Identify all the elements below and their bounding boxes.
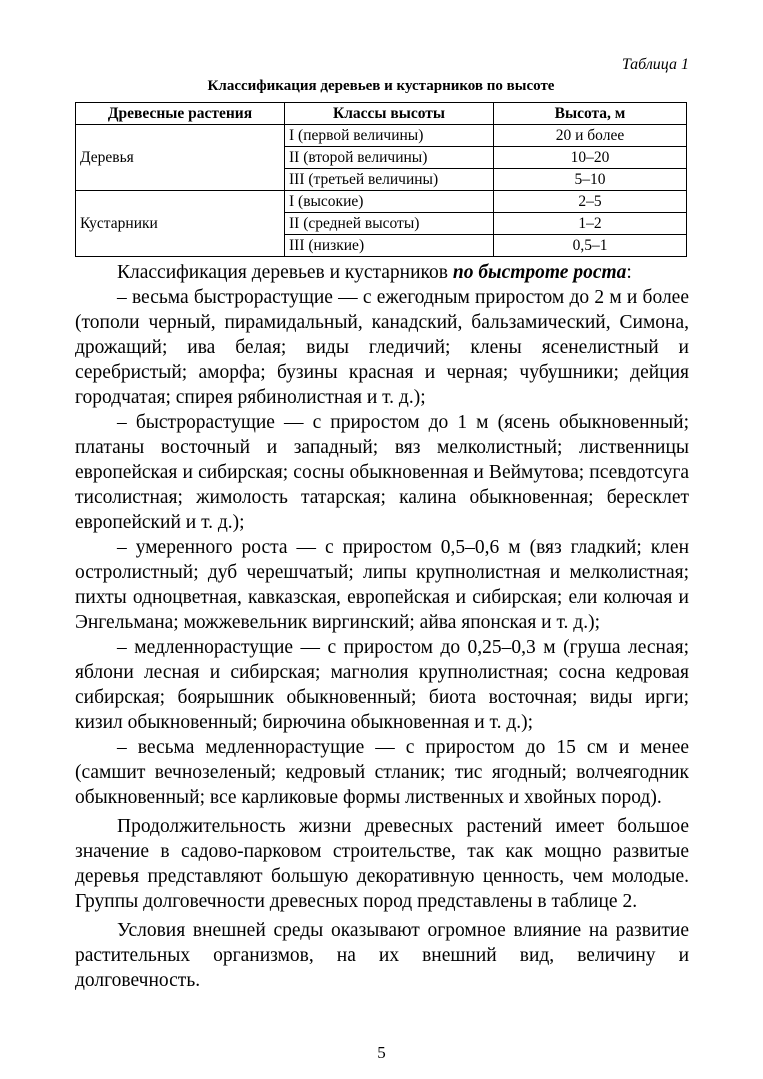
list-item: – медленнорастущие — с приростом до 0,25–0,3 м (груша лесная; яблони лесная и сибирская; магнолия крупнолистная; сосна кедровая сибирская; боярышник обыкновенный; биота восточная; виды ирги; кизил обыкновенный; бирючина обыкновенная и т. д.); (75, 637, 689, 733)
table-header-row (76, 103, 687, 125)
list-item: – умеренного роста — с приростом 0,5–0,6 м (вяз гладкий; клен остролистный; дуб черешчатый; липы крупнолистная и мелколистная; пихты одноцветная, кавказская, европейская и сибирская; ели колючая и Энгельмана; можжевельник виргинский; айва японская и т. д.); (75, 537, 689, 633)
body-text (75, 260, 689, 993)
header-height-m: Высота, м (494, 103, 687, 125)
table-label: Таблица 1 (621, 56, 689, 73)
growth-intro-end: : (626, 262, 632, 283)
table-row (76, 125, 687, 147)
group-trees: Деревья (76, 125, 285, 191)
height-class-cell: III (низкие) (285, 235, 494, 257)
growth-intro-text: Классификация деревьев и кустарников (117, 262, 453, 283)
height-class-cell: I (первой величины) (285, 125, 494, 147)
height-value-cell: 10–20 (494, 147, 687, 169)
list-item: – весьма медленнорастущие — с приростом до 15 см и менее (самшит вечнозеленый; кедровый стланик; тис ягодный; волчеягодник обыкновенный; все карликовые формы лиственных и хвойных пород). (75, 737, 689, 808)
height-class-cell: II (второй величины) (285, 147, 494, 169)
height-class-cell: II (средней высоты) (285, 213, 494, 235)
height-class-cell: I (высокие) (285, 191, 494, 213)
height-value-cell: 20 и более (494, 125, 687, 147)
environment-paragraph: Условия внешней среды оказывают огромное влияние на развитие растительных организмов, на их внешний вид, величину и долговечность. (75, 920, 689, 991)
height-class-cell: III (третьей величины) (285, 169, 494, 191)
header-woody-plants: Древесные растения (76, 103, 285, 125)
height-value-cell: 0,5–1 (494, 235, 687, 257)
page-number: 5 (377, 1043, 386, 1062)
growth-intro-paragraph (75, 260, 689, 285)
list-item: – быстрорастущие — с приростом до 1 м (ясень обыкновенный; платаны восточный и западный; вяз мелколистный; лиственницы европейская и сибирская; сосны обыкновенная и Веймутова; псевдотсуга тисолистная; жимолость татарская; калина обыкновенная; бересклет европейский и т. д.); (75, 412, 689, 533)
table-title: Классификация деревьев и кустарников по высоте (207, 78, 555, 94)
group-shrubs: Кустарники (76, 191, 285, 257)
height-value-cell: 5–10 (494, 169, 687, 191)
longevity-paragraph: Продолжительность жизни древесных растений имеет большое значение в садово-парковом строительстве, так как мощно развитые деревья представляют большую декоративную ценность, чем молодые. Группы долговечности древесных пород представлены в таблице 2. (75, 816, 689, 912)
height-value-cell: 1–2 (494, 213, 687, 235)
header-height-classes: Классы высоты (285, 103, 494, 125)
list-item: – весьма быстрорастущие — с ежегодным приростом до 2 м и более (тополи черный, пирамидальный, канадский, бальзамический, Симона, дрожащий; ива белая; виды гледичий; клены ясенелистный и серебристый; аморфа; бузины красная и черная; чубушники; дейция городчатая; спирея рябинолистная и т. д.); (75, 287, 689, 408)
height-classification-table (75, 102, 687, 257)
table-row (76, 191, 687, 213)
height-value-cell: 2–5 (494, 191, 687, 213)
growth-intro-emphasis: по быстроте роста (452, 262, 627, 283)
